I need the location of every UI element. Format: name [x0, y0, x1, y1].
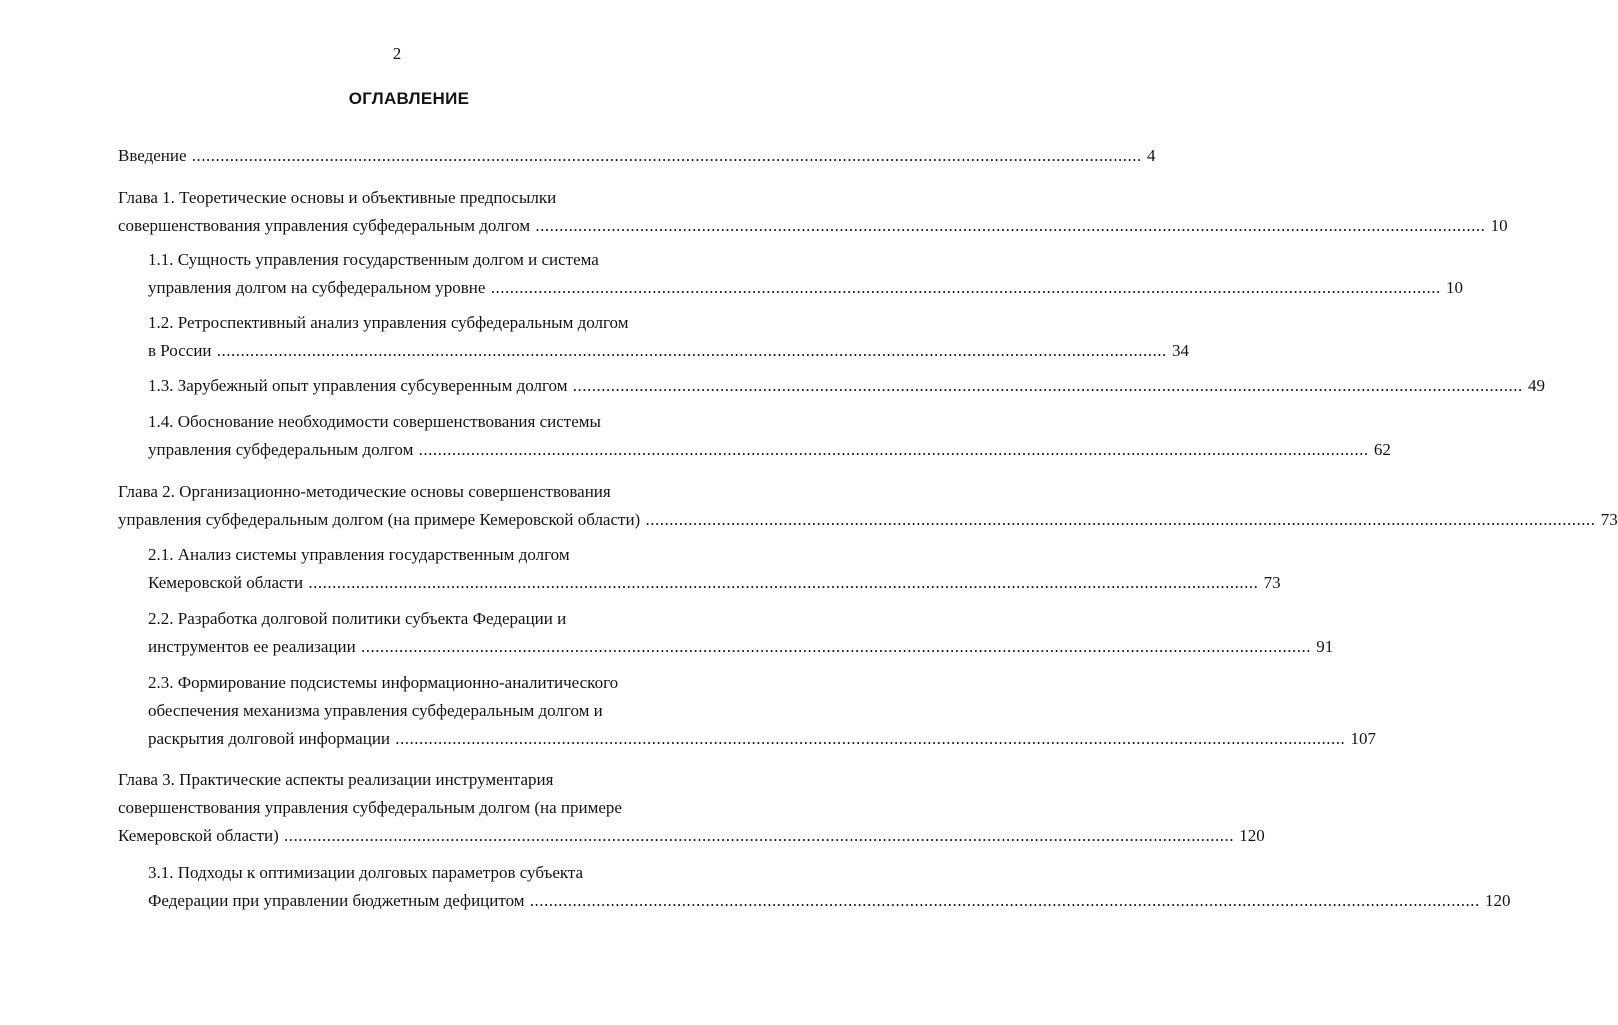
dot-leader — [284, 826, 1234, 845]
toc-leader-line — [148, 372, 1545, 400]
toc-leader-line — [118, 822, 1265, 850]
toc-page-number: 34 — [1172, 341, 1190, 360]
toc-entry-chapter-2[interactable] — [118, 478, 1618, 534]
toc-entry-introduction[interactable] — [118, 142, 1156, 170]
toc-entry-chapter-3[interactable] — [118, 766, 1265, 850]
toc-entry-title-cont: совершенствования управления субфедеральным долгом — [118, 216, 531, 235]
toc-leader-line — [118, 142, 1156, 170]
toc-entry-title-cont: управления долгом на субфедеральном уровне — [148, 278, 486, 297]
toc-page-number: 10 — [1490, 216, 1508, 235]
toc-leader-line — [148, 337, 1190, 365]
toc-leader-line — [148, 569, 1281, 597]
toc-page-number: 91 — [1316, 637, 1334, 656]
toc-leader-line — [148, 436, 1391, 464]
toc-page-number: 49 — [1528, 376, 1545, 395]
dot-leader — [645, 510, 1595, 529]
dot-leader — [573, 376, 1523, 395]
toc-leader-line — [148, 633, 1334, 661]
dot-leader — [535, 216, 1485, 235]
toc-entry-title: Глава 3. Практические аспекты реализации инструментария — [118, 770, 554, 789]
toc-entry-section-1-1[interactable] — [148, 246, 1463, 302]
toc-entry-title-cont: обеспечения механизма управления субфедеральным долгом и — [148, 701, 603, 720]
toc-entry-section-2-2[interactable] — [148, 605, 1334, 661]
toc-entry-section-1-2[interactable] — [148, 309, 1190, 365]
toc-page-number: 73 — [1263, 573, 1281, 592]
toc-entry-title-cont: Кемеровской области) — [118, 826, 279, 845]
toc-entry-section-2-3[interactable] — [148, 669, 1377, 753]
toc-entry-chapter-1[interactable] — [118, 184, 1508, 240]
dot-leader — [491, 278, 1441, 297]
toc-page-number: 120 — [1485, 891, 1511, 910]
page-number: 2 — [392, 44, 402, 63]
toc-page-number: 107 — [1350, 729, 1377, 748]
toc-entry-title: 2.2. Разработка долговой политики субъекта Федерации и — [148, 609, 567, 628]
toc-entry-title: 3.1. Подходы к оптимизации долговых параметров субъекта — [148, 863, 584, 882]
dot-leader — [530, 891, 1480, 910]
toc-entry-title-cont: Федерации при управлении бюджетным дефицитом — [148, 891, 525, 910]
toc-entry-title: 2.1. Анализ системы управления государственным долгом — [148, 545, 570, 564]
toc-entry-title-cont: раскрытия долговой информации — [148, 729, 391, 748]
dot-leader — [217, 341, 1167, 360]
toc-entry-title: 1.3. Зарубежный опыт управления субсуверенным долгом — [148, 376, 568, 395]
dot-leader — [192, 146, 1142, 165]
toc-title: ОГЛАВЛЕНИЕ — [348, 89, 470, 108]
toc-entry-title: Глава 1. Теоретические основы и объективные предпосылки — [118, 188, 557, 207]
toc-entry-title: 1.1. Сущность управления государственным долгом и система — [148, 250, 599, 269]
toc-entry-title-cont: в России — [148, 341, 212, 360]
toc-entry-title-cont: управления субфедеральным долгом (на примере Кемеровской области) — [118, 510, 641, 529]
toc-entry-title: 2.3. Формирование подсистемы информационно-аналитического — [148, 673, 619, 692]
toc-page-number: 120 — [1239, 826, 1265, 845]
toc-entry-title: Введение — [118, 146, 187, 165]
dot-leader — [308, 573, 1258, 592]
toc-page-number: 10 — [1445, 278, 1463, 297]
toc-entry-title: 1.2. Ретроспективный анализ управления субфедеральным долгом — [148, 313, 629, 332]
toc-entry-section-1-3[interactable] — [148, 372, 1545, 400]
toc-entry-section-1-4[interactable] — [148, 408, 1391, 464]
toc-page-number: 62 — [1373, 440, 1391, 459]
toc-entry-title-cont: управления субфедеральным долгом — [148, 440, 414, 459]
toc-leader-line — [148, 887, 1511, 915]
toc-entry-section-3-1[interactable] — [148, 859, 1511, 915]
toc-leader-line — [148, 725, 1377, 753]
toc-entry-title-cont: инструментов ее реализации — [148, 637, 356, 656]
toc-entry-section-2-1[interactable] — [148, 541, 1281, 597]
dot-leader — [361, 637, 1311, 656]
toc-page-number: 73 — [1600, 510, 1618, 529]
toc-leader-line — [118, 506, 1618, 534]
toc-leader-line — [148, 274, 1463, 302]
toc-entry-title-cont: совершенствования управления субфедеральным долгом (на примере — [118, 798, 622, 817]
toc-entry-title: 1.4. Обоснование необходимости совершенствования системы — [148, 412, 601, 431]
toc-entry-title-cont: Кемеровской области — [148, 573, 304, 592]
dot-leader — [395, 729, 1345, 748]
toc-entry-title: Глава 2. Организационно-методические основы совершенствования — [118, 482, 611, 501]
toc-leader-line — [118, 212, 1508, 240]
dot-leader — [419, 440, 1369, 459]
toc-page-number: 4 — [1147, 146, 1156, 165]
